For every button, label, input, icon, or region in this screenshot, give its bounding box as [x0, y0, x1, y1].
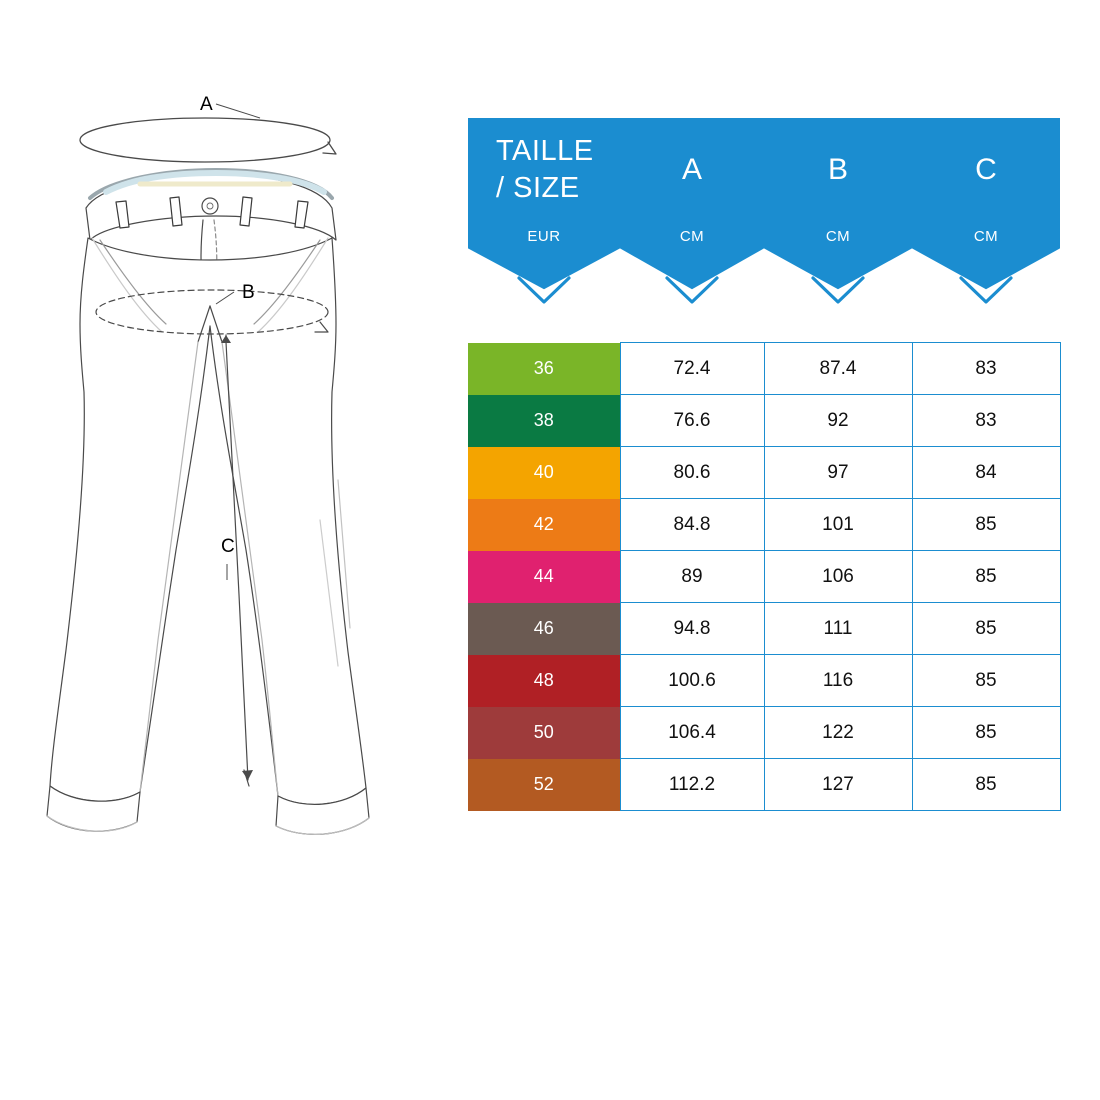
- header-col-c: C: [912, 118, 1060, 222]
- header-size-line1: TAILLE: [496, 134, 594, 167]
- chevron-down-icon: [663, 274, 721, 308]
- value-b: 116: [764, 655, 912, 707]
- size-cell: 42: [468, 499, 620, 551]
- size-cell: 40: [468, 447, 620, 499]
- unit-a-text: CM: [679, 228, 705, 245]
- value-a: 94.8: [620, 603, 764, 655]
- table-row: [468, 499, 1060, 551]
- value-c: 84: [912, 447, 1060, 499]
- value-c: 85: [912, 603, 1060, 655]
- size-cell: 46: [468, 603, 620, 655]
- unit-size-text: EUR: [527, 228, 561, 245]
- unit-cell-b: [764, 222, 912, 343]
- size-chart-table-wrapper: [468, 118, 1060, 926]
- label-b-text: B: [242, 282, 255, 303]
- size-cell: 38: [468, 395, 620, 447]
- label-c-text: C: [221, 536, 235, 557]
- chevron-down-icon: [957, 274, 1015, 308]
- table-header-row: [468, 118, 1060, 222]
- value-a: 112.2: [620, 759, 764, 811]
- table-row: [468, 655, 1060, 707]
- value-a: 80.6: [620, 447, 764, 499]
- value-c: 85: [912, 759, 1060, 811]
- value-b: 101: [764, 499, 912, 551]
- value-c: 85: [912, 707, 1060, 759]
- value-b: 122: [764, 707, 912, 759]
- chevron-down-icon: [809, 274, 867, 308]
- value-c: 85: [912, 551, 1060, 603]
- size-chart-table: [468, 118, 1061, 811]
- table-row: [468, 395, 1060, 447]
- value-a: 72.4: [620, 343, 764, 395]
- value-a: 106.4: [620, 707, 764, 759]
- value-c: 85: [912, 655, 1060, 707]
- value-b: 127: [764, 759, 912, 811]
- value-b: 97: [764, 447, 912, 499]
- size-cell: 48: [468, 655, 620, 707]
- waist-loop: [80, 118, 330, 162]
- header-col-b: B: [764, 118, 912, 222]
- unit-cell-c: [912, 222, 1060, 343]
- header-col-a: A: [620, 118, 764, 222]
- unit-cell-size: [468, 222, 620, 343]
- trousers-illustration: [20, 80, 440, 880]
- value-b: 87.4: [764, 343, 912, 395]
- header-size-line2: / SIZE: [496, 172, 580, 204]
- header-size-label: [468, 118, 620, 222]
- size-cell: 52: [468, 759, 620, 811]
- table-row: [468, 759, 1060, 811]
- unit-cell-a: [620, 222, 764, 343]
- value-c: 83: [912, 395, 1060, 447]
- value-b: 92: [764, 395, 912, 447]
- table-row: [468, 447, 1060, 499]
- unit-b-text: CM: [825, 228, 851, 245]
- size-cell: 36: [468, 343, 620, 395]
- table-row: [468, 343, 1060, 395]
- label-a-text: A: [200, 94, 213, 115]
- value-a: 100.6: [620, 655, 764, 707]
- table-row: [468, 603, 1060, 655]
- table-unit-row: [468, 222, 1060, 343]
- table-row: [468, 551, 1060, 603]
- value-b: 111: [764, 603, 912, 655]
- chevron-down-icon: [515, 274, 573, 308]
- size-cell: 44: [468, 551, 620, 603]
- value-b: 106: [764, 551, 912, 603]
- size-cell: 50: [468, 707, 620, 759]
- unit-c-text: CM: [973, 228, 999, 245]
- value-c: 85: [912, 499, 1060, 551]
- value-a: 89: [620, 551, 764, 603]
- table-row: [468, 707, 1060, 759]
- value-a: 84.8: [620, 499, 764, 551]
- value-c: 83: [912, 343, 1060, 395]
- value-a: 76.6: [620, 395, 764, 447]
